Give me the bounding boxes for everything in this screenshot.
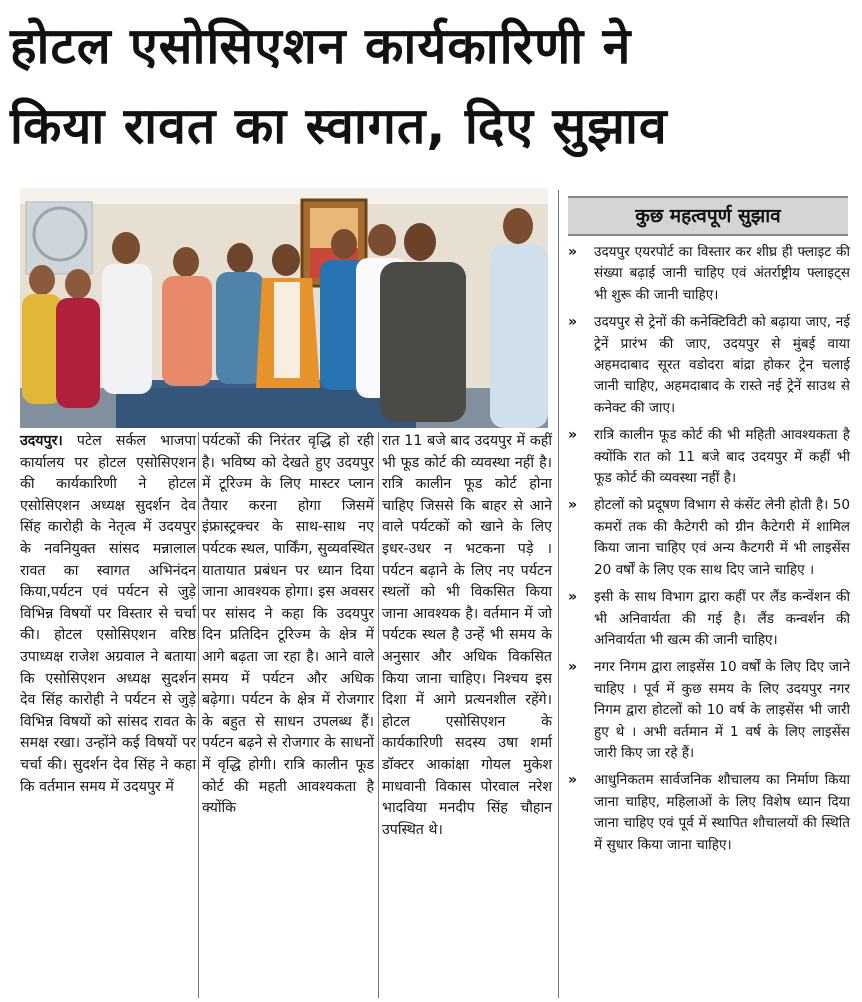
bullet-icon: » <box>568 772 578 789</box>
sidebar-title: कुछ महत्वपूर्ण सुझाव <box>568 196 848 236</box>
column-divider <box>378 432 379 998</box>
headline-line-2: किया रावत का स्वागत, दिए सुझाव <box>10 97 668 155</box>
headline <box>10 6 852 166</box>
suggestion-item <box>566 312 850 419</box>
headline-line-1: होटल एसोसिएशन कार्यकारिणी ने <box>10 17 632 75</box>
bullet-icon: » <box>568 659 578 676</box>
bullet-icon: » <box>568 314 578 331</box>
sidebar-divider <box>558 190 559 998</box>
article-column-2: पर्यटकों की निरंतर वृद्धि हो रही है। भविष्य को देखते हुए उदयपुर में टूरिज्म के लिए मास्टर प्लान तैयार करना होगा जिसमें इंफ्रास्ट्रक्चर के साथ-साथ नए पर्यटक स्थल, पार्किंग, सुव्यवस्थित यातायात प्रबंधन पर ध्यान दिया जाना आवश्यक होगा। इस अवसर पर सांसद ने कहा कि उदयपुर दिन प्रतिदिन टूरिज्म के क्षेत्र में आगे बढ़ता जा रहा है। आने वाले समय में पर्यटन और अधिक बढ़ेगा। पर्यटन के क्षेत्र में रोजगार के बहुत से साधन उपलब्ध हैं।पर्यटन बढ़ने से रोजगार के साधनों में वृद्धि होगी। रात्रि कालीन फूड कोर्ट की महती आवश्यकता है क्योंकि <box>202 433 374 817</box>
article-column-3: रात 11 बजे बाद उदयपुर में कहीं भी फूड कोर्ट की व्यवस्था नहीं है। रात्रि कालीन फूड कोर्ट होना चाहिए जिससे कि बाहर से आने वाले पर्यटकों को खाने के लिए इधर-उधर न भटकना पड़े । पर्यटन बढ़ाने के लिए नए पर्यटन स्थलों को भी विकसित किया जाना आवश्यक है। वर्तमान में जो पर्यटक स्थल है उन्हें भी समय के अनुसार और अधिक विकसित किया जाना चाहिए। निश्चय इस दिशा में आगे प्रत्यनशील रहेंगे। होटल एसोसिएशन के कार्यकारिणी सदस्य उषा शर्मा डॉक्टर आकांक्षा गोयल मुकेश माधवानी विकास पोरवाल नरेश भादविया मनदीप सिंह चौहान उपस्थित थे। <box>382 433 552 838</box>
suggestion-text: रात्रि कालीन फूड कोर्ट की भी महिती आवश्यकता है क्योंकि रात को 11 बजे बाद उदयपुर में कहीं भी फूड कोर्ट की व्यवस्था नहीं है। <box>594 427 850 487</box>
suggestions-list <box>566 242 850 862</box>
bullet-icon: » <box>568 589 578 606</box>
bullet-icon: » <box>568 244 578 260</box>
suggestion-item <box>566 242 850 306</box>
suggestion-item <box>566 425 850 489</box>
suggestion-text: आधुनिकतम सार्वजनिक शौचालय का निर्माण किया जाना चाहिए, महिलाओं के लिए विशेष ध्यान दिया जाना चाहिए एवं पूर्व में स्थापित शौचालयों की स्थिति में सुधार किया जाना चाहिए। <box>594 772 850 853</box>
suggestion-item <box>566 587 850 651</box>
group-photo <box>20 188 548 428</box>
suggestion-item <box>566 657 850 764</box>
suggestion-text: उदयपुर एयरपोर्ट का विस्तार कर शीघ्र ही फ्लाइट की संख्या बढ़ाई जानी चाहिए एवं अंतर्राष्ट्रीय फ्लाइट्स भी शुरू की जानी चाहिए। <box>594 244 850 303</box>
suggestion-text: इसी के साथ विभाग द्वारा कहीं पर लैंड कन्वेंशन की भी अनिवार्यता की गई है। लैंड कन्वर्शन की अनिवार्यता भी खत्म की जानी चाहिए। <box>594 589 850 648</box>
suggestion-text: उदयपुर से ट्रेनों की कनेक्टिविटी को बढ़ाया जाए, नई ट्रेनें प्रारंभ की जाए, उदयपुर से मुंबई वाया अहमदाबाद सूरत वडोदरा बांद्रा होकर ट्रेन चलाई जानी चाहिए, अहमदाबाद के रास्ते नई ट्रेनें साउथ से कनेक्ट की जाए। <box>594 314 850 416</box>
bullet-icon: » <box>568 427 578 444</box>
suggestion-text: होटलों को प्रदूषण विभाग से कंसेंट लेनी होती है। 50 कमरों तक की कैटेगरी को ग्रीन कैटेगरी में शामिल किया जाना चाहिए एवं अन्य कैटगरी में भी लाइसेंस 20 वर्षों के लिए एक साथ दिए जाने चाहिए । <box>594 497 850 578</box>
article-column-1-text: पटेल सर्कल भाजपा कार्यालय पर होटल एसोसिएशन की कार्यकारिणी ने होटल एसोसिएशन अध्यक्ष सुदर्शन देव सिंह कारोही के नेतृत्व में उदयपुर के नवनियुक्त सांसद मन्नालाल रावत का स्वागत अभिनंदन किया,पर्यटन एवं पर्यटन से जुड़े विभिन्न विषयों पर विस्तार से चर्चा की। होटल एसोसिएशन वरिष्ठ उपाध्यक्ष राजेश अग्रवाल ने बताया कि एसोसिएशन अध्यक्ष सुदर्शन देव सिंह कारोही ने पर्यटन से जुड़े विभिन्न विषयों को सांसद रावत के समक्ष रखा। उन्होंने कई विषयों पर चर्चा की। सुदर्शन देव सिंह ने कहा कि वर्तमान समय में उदयपुर में <box>20 433 196 795</box>
suggestion-item <box>566 495 850 581</box>
bullet-icon: » <box>568 497 578 514</box>
group-photo-icon <box>20 188 548 428</box>
suggestion-item <box>566 770 850 856</box>
suggestion-text: नगर निगम द्वारा लाइसेंस 10 वर्षों के लिए दिए जाने चाहिए । पूर्व में कुछ समय के लिए उदयपुर नगर निगम द्वारा होटलों को 10 वर्ष के लाइसेंस भी जारी हुए थे । अभी वर्तमान में 1 वर्ष के लिए लाइसेंस जारी किए जा रहे हैं। <box>594 659 850 761</box>
column-divider <box>198 432 199 998</box>
article-column-1 <box>20 431 196 798</box>
article-dateline: उदयपुर। <box>20 433 63 449</box>
